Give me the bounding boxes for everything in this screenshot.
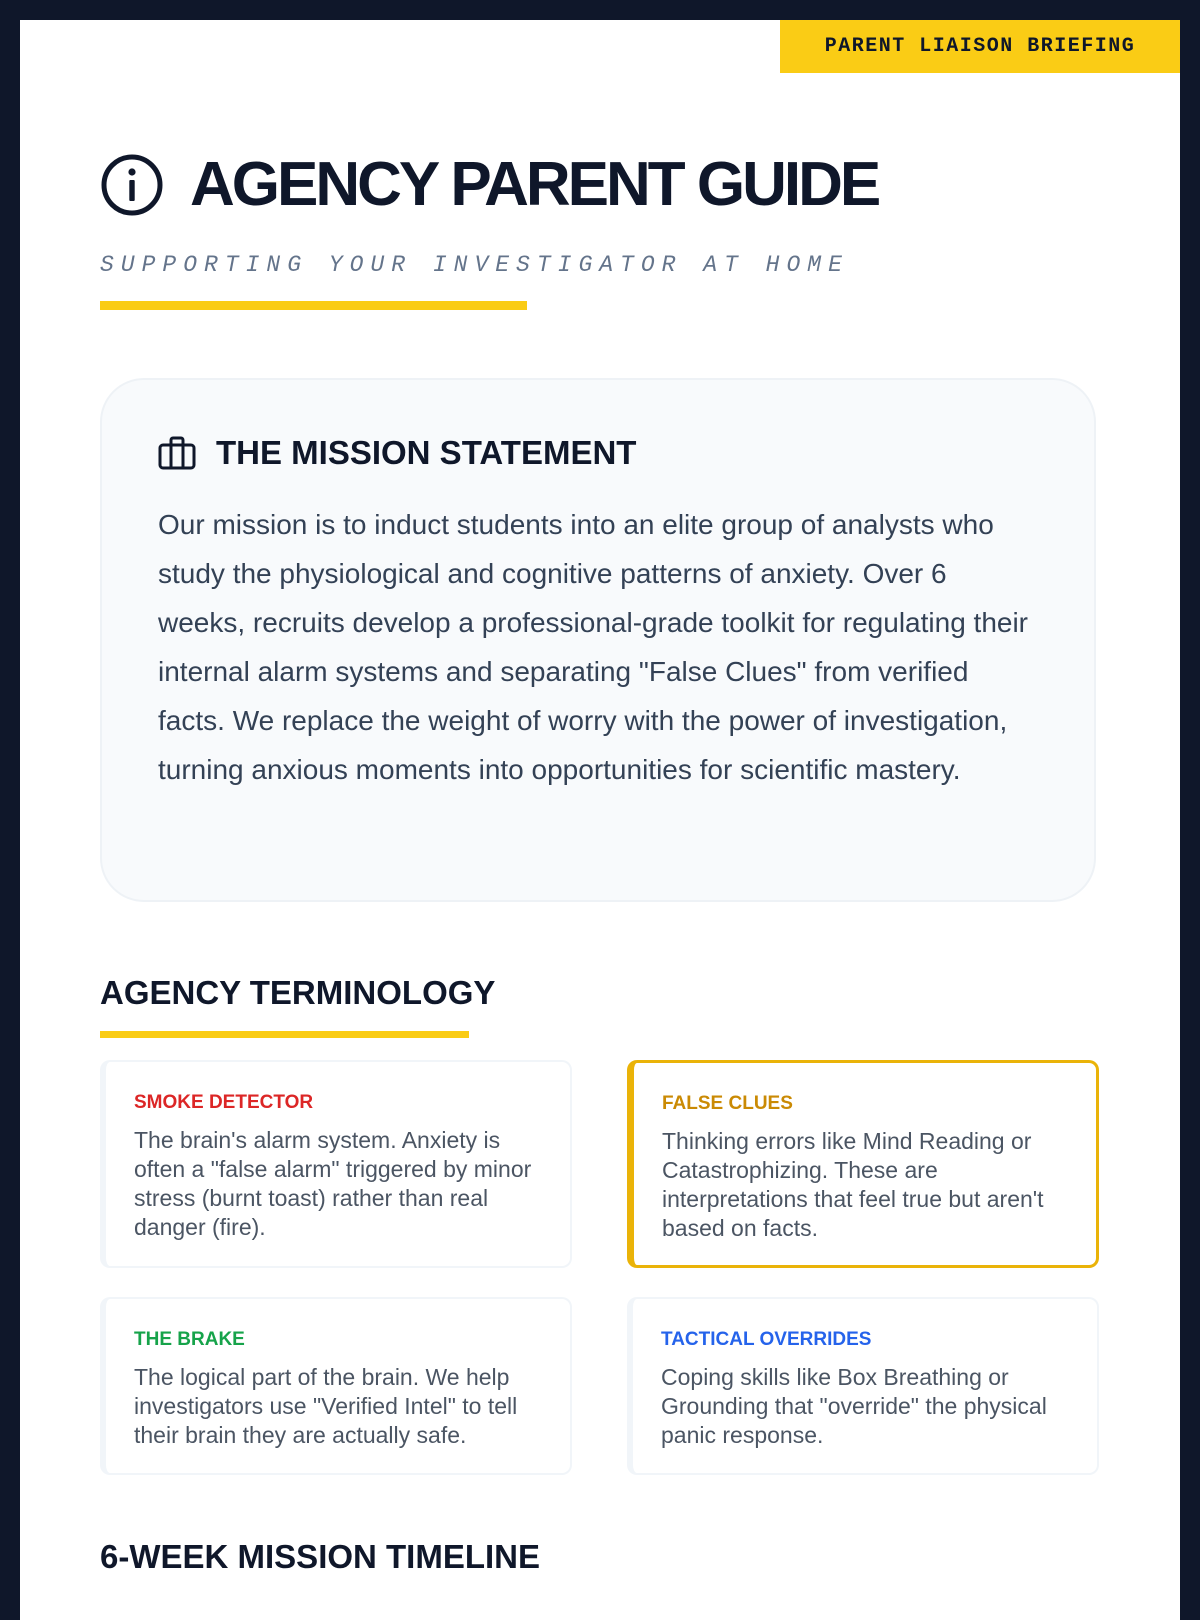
info-icon [100, 153, 164, 217]
terminology-heading: AGENCY TERMINOLOGY [100, 974, 496, 1011]
terminology-underline [100, 1031, 469, 1038]
page-header [100, 150, 879, 219]
term-description: Coping skills like Box Breathing or Grounding that "override" the physical panic response. [661, 1363, 1047, 1448]
term-description: Thinking errors like Mind Reading or Catastrophizing. These are interpretations that feel true but aren't based on facts. [662, 1127, 1044, 1241]
term-label: TACTICAL OVERRIDES [661, 1329, 872, 1350]
timeline-heading: 6-WEEK MISSION TIMELINE [100, 1538, 541, 1575]
page-subtitle: SUPPORTING YOUR INVESTIGATOR AT HOME [100, 252, 849, 278]
title-underline [100, 301, 527, 310]
term-card-tactical-overrides [627, 1297, 1099, 1475]
mission-body: Our mission is to induct students into an elite group of analysts who study the physiological and cognitive patterns of anxiety. Over 6 weeks, recruits develop a professional-grade toolkit for regulating their internal alarm systems and separating "False Clues" from verified facts. We replace the weight of worry with the power of investigation, turning anxious moments into opportunities for scientific mastery. [158, 509, 1029, 785]
term-label: SMOKE DETECTOR [134, 1092, 314, 1113]
term-label: FALSE CLUES [662, 1093, 793, 1114]
mission-header [158, 434, 1038, 472]
term-description: The logical part of the brain. We help investigators use "Verified Intel" to tell their brain they are actually safe. [134, 1363, 518, 1448]
briefcase-icon [158, 436, 196, 470]
mission-title: THE MISSION STATEMENT [216, 434, 637, 471]
term-description: The brain's alarm system. Anxiety is often a "false alarm" triggered by minor stress (burnt toast) rather than real danger (fire). [134, 1126, 532, 1240]
briefing-page [20, 20, 1180, 1620]
page-title: AGENCY PARENT GUIDE [190, 150, 879, 219]
term-card-smoke-detector [100, 1060, 572, 1268]
term-card-false-clues [627, 1060, 1099, 1268]
mission-statement-card [100, 378, 1096, 902]
term-card-the-brake [100, 1297, 572, 1475]
header-tag: PARENT LIAISON BRIEFING [780, 20, 1180, 73]
term-label: THE BRAKE [134, 1329, 245, 1350]
